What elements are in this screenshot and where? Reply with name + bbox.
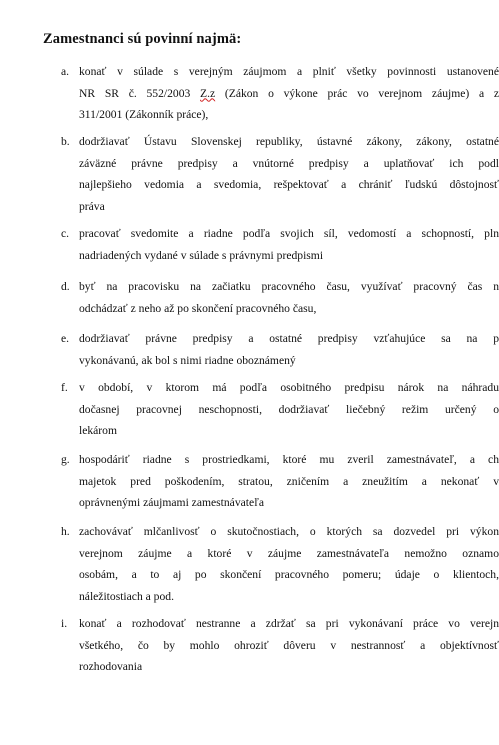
list-item-line: konať v súlade s verejným záujmom a plniť všetky povinnosti ustanovené: [79, 65, 499, 78]
list-item-line: v období, v ktorom má podľa osobitného predpisu nárok na náhradu: [79, 381, 499, 394]
list-marker: g.: [61, 453, 70, 466]
spellcheck-underline: Z.z: [200, 86, 216, 100]
list-marker: e.: [61, 332, 70, 345]
section-heading: Zamestnanci sú povinní najmä:: [43, 31, 242, 47]
list-item-line: 311/2001 (Zákonník práce),: [79, 108, 209, 121]
list-item-line: záväzné právne predpisy a vnútorné predpisy a uplatňovať ich podl: [79, 156, 499, 170]
list-item-line: osobám, a to aj po skončení pracovného pomeru; údaje o klientoch,: [79, 568, 499, 581]
list-item-line: pracovať svedomite a riadne podľa svojich síl, vedomostí a schopností, pln: [79, 227, 499, 240]
list-marker: h.: [61, 525, 70, 538]
list-item-line: najlepšieho vedomia a svedomia, rešpektovať a chrániť ľudskú dôstojnosť: [79, 178, 499, 191]
list-item-line: lekárom: [79, 424, 117, 437]
list-item-line: vykonávanú, ak bol s nimi riadne oboznámený: [79, 353, 296, 367]
list-item-line: verejnom záujme a ktoré v záujme zamestnávateľa nemožno oznamo: [79, 546, 499, 560]
list-item-line: odchádzať z neho až po skončení pracovného času,: [79, 301, 317, 315]
list-item-line: byť na pracovisku na začiatku pracovného času, využívať pracovný čas n: [79, 280, 499, 293]
list-item-line: dočasnej pracovnej neschopnosti, dodržiavať liečebný režim určený o: [79, 402, 499, 416]
list-item-line: dodržiavať právne predpisy a ostatné predpisy vzťahujúce sa na p: [79, 332, 499, 345]
list-item-line: zachovávať mlčanlivosť o skutočnostiach, o ktorých sa dozvedel pri výkon: [79, 525, 499, 538]
list-item-line: majetok pred poškodením, stratou, zničením a zneužitím a nekonať v: [79, 474, 499, 488]
list-item-line: náležitostiach a pod.: [79, 589, 174, 603]
list-marker: c.: [61, 227, 70, 240]
list-item-line: práva: [79, 199, 105, 213]
list-item-line: NR SR č. 552/2003 Z.z (Zákon o výkone prác vo verejnom záujme) a z: [79, 86, 499, 100]
list-marker: d.: [61, 280, 70, 293]
list-item-line: hospodáriť riadne s prostriedkami, ktoré mu zveril zamestnávateľ, a ch: [79, 453, 499, 466]
list-item-line: dodržiavať Ústavu Slovenskej republiky, ústavné zákony, zákony, ostatné: [79, 135, 499, 148]
list-item-line: nadriadených vydané v súlade s právnymi predpismi: [79, 248, 324, 262]
list-marker: i.: [61, 617, 68, 630]
list-item-line: všetkého, čo by mohlo ohroziť dôveru v nestrannosť a objektívnosť: [79, 638, 499, 652]
list-marker: b.: [61, 135, 70, 148]
list-item-line: oprávnenými záujmami zamestnávateľa: [79, 496, 264, 509]
list-marker: a.: [61, 65, 70, 78]
list-item-line: rozhodovania: [79, 660, 143, 673]
list-item-line: konať a rozhodovať nestranne a zdržať sa pri vykonávaní práce vo verejn: [79, 617, 499, 630]
list-marker: f.: [61, 381, 68, 394]
